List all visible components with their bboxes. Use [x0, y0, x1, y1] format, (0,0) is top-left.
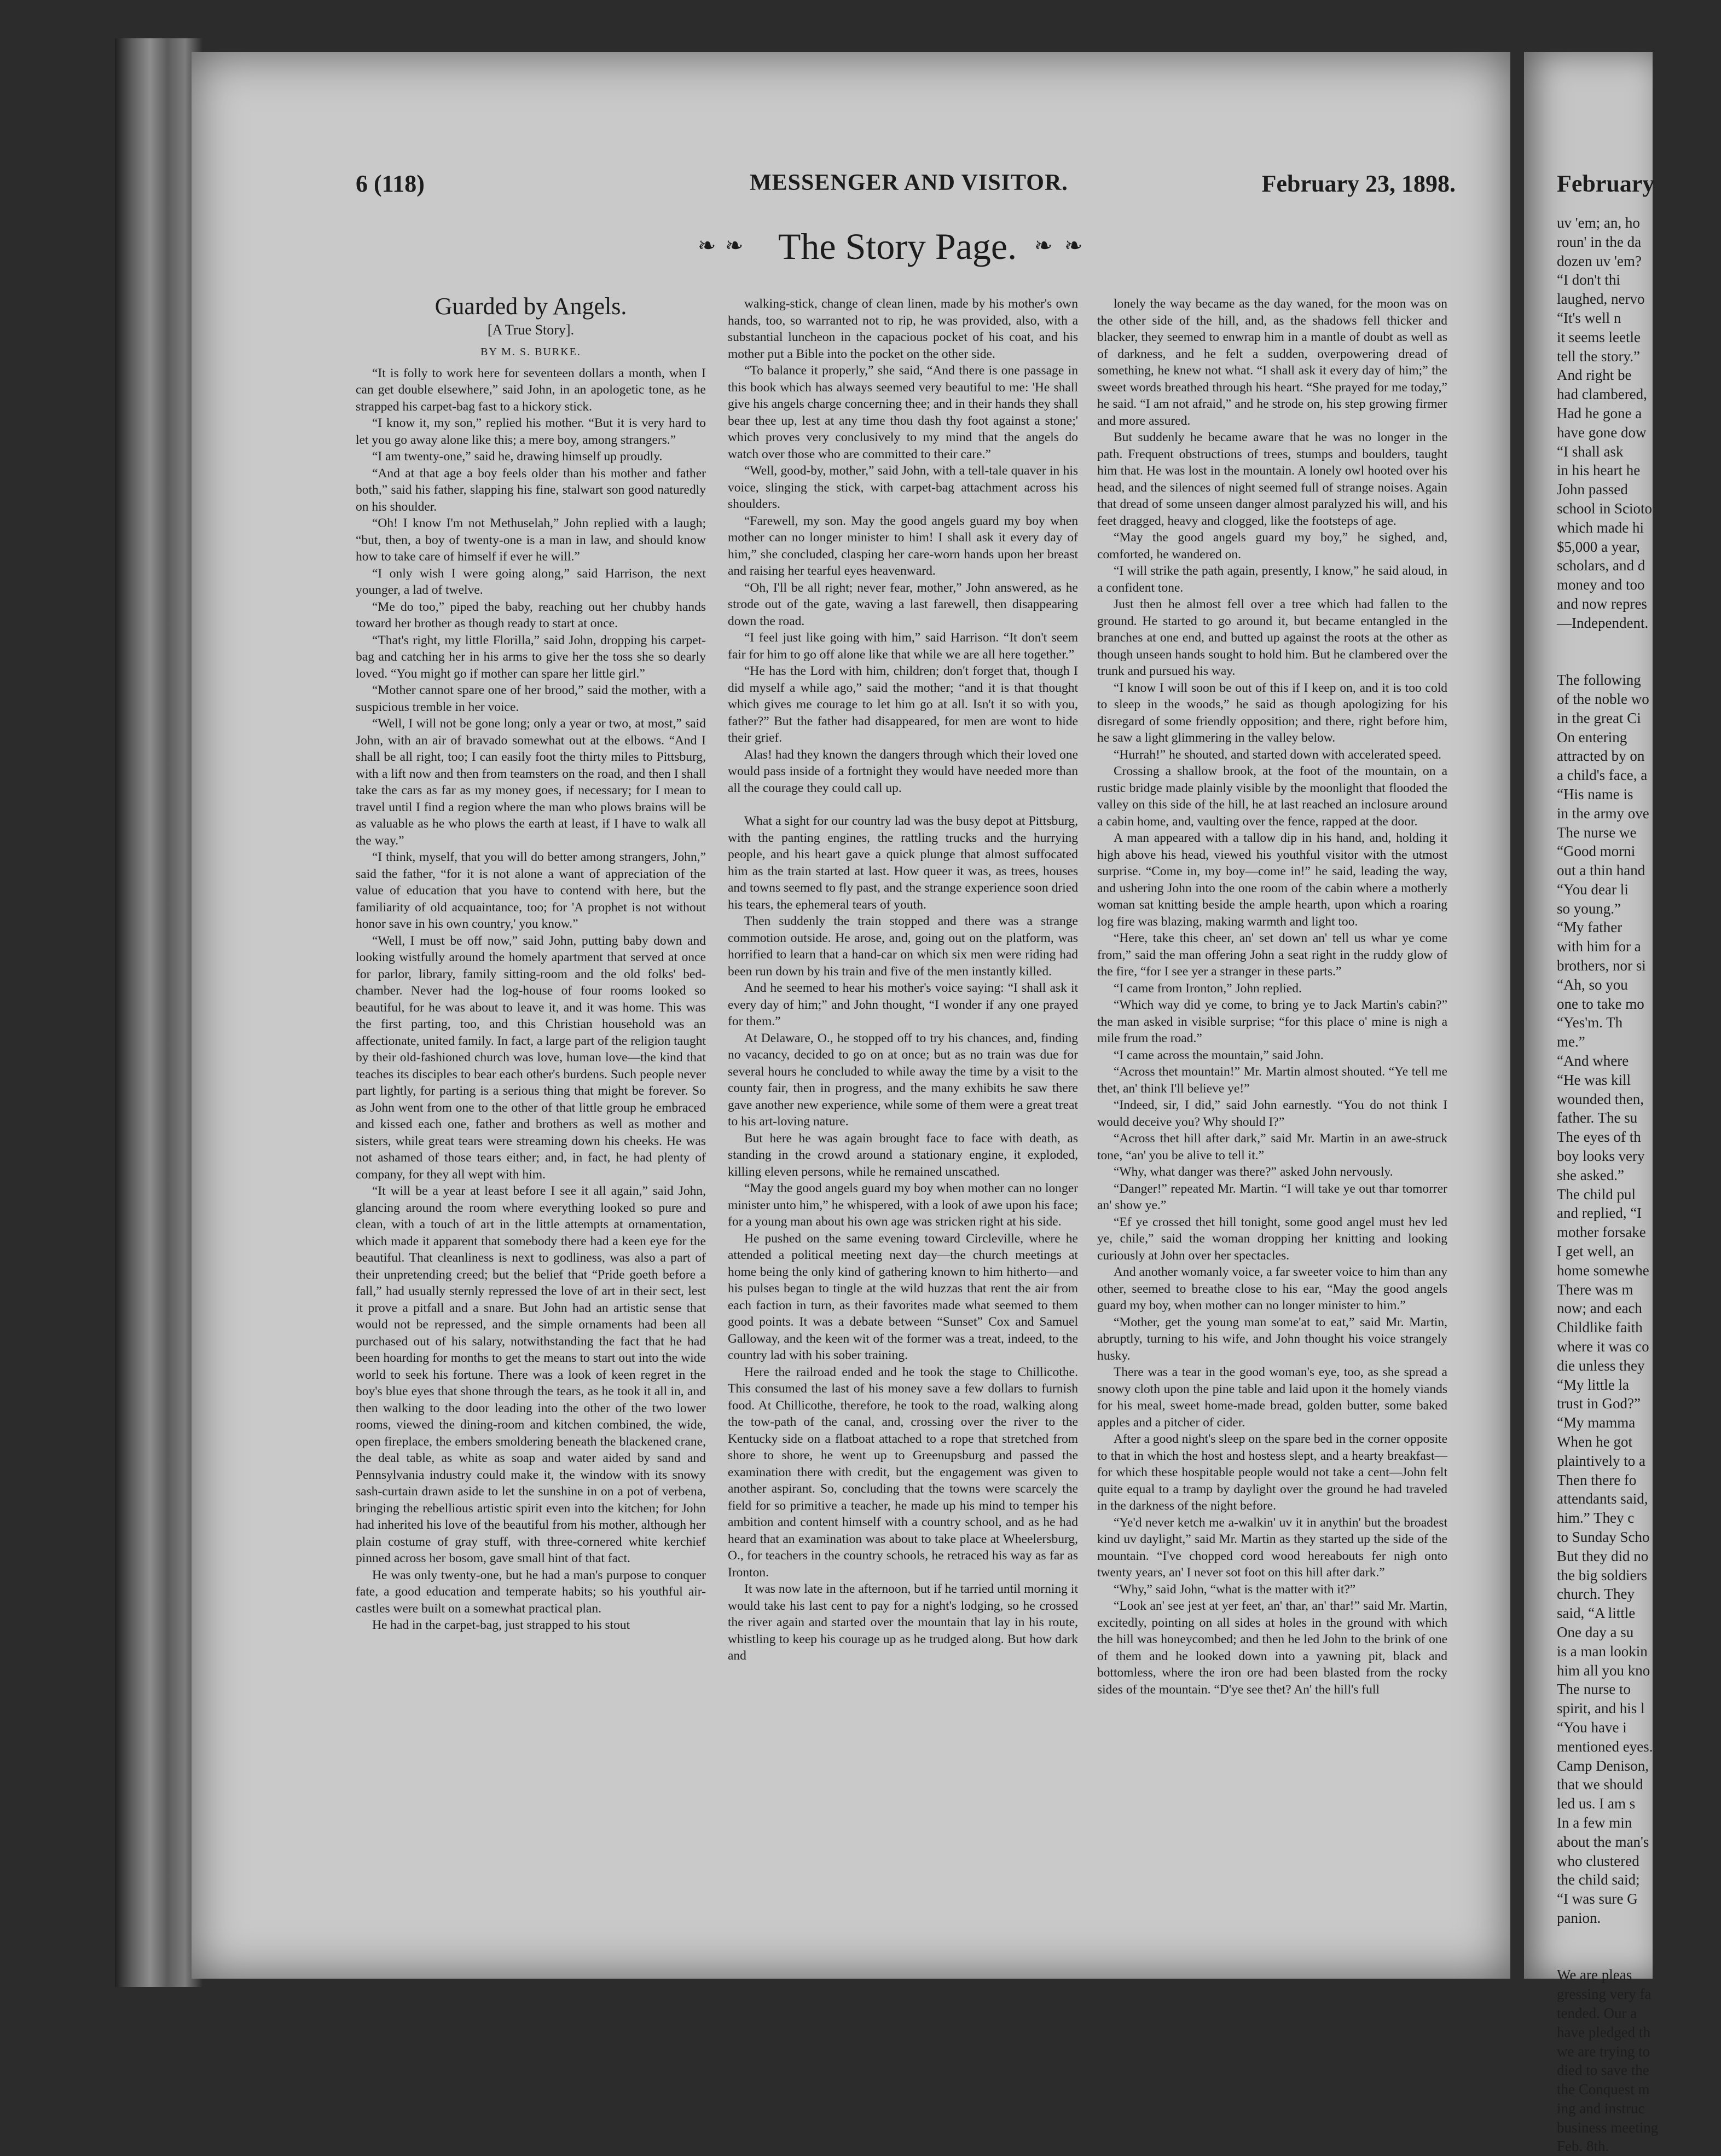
text-line: dozen uv 'em?	[1557, 252, 1642, 269]
text-line: trust in God?”	[1557, 1395, 1641, 1412]
paragraph: “Hurrah!” he shouted, and started down with accelerated speed.	[1114, 747, 1441, 762]
paragraph: “Across thet mountain!” Mr. Martin almost shouted. “Ye tell me thet, an' think I'll believe ye!”	[1097, 1065, 1447, 1096]
article-subtitle: [A True Story].	[487, 321, 575, 338]
text-line: Camp Denison,	[1557, 1757, 1649, 1774]
publication-title: MESSENGER AND VISITOR.	[750, 170, 1068, 195]
text-line: Childlike faith	[1557, 1319, 1643, 1336]
text-column-3	[1097, 296, 1447, 1698]
adjacent-page-header: February	[1557, 170, 1655, 197]
paragraph: walking-stick, change of clean linen, made by his mother's own hands, too, so warranted not to rip, he was provided, also, with a substantial luncheon in the capacious pocket of his coat, and his mother put a Bible into the pocket on the other side.	[728, 297, 1078, 361]
ornament-icon: ❧	[1064, 233, 1083, 258]
text-line: “Ah, so you	[1557, 976, 1628, 993]
text-line: a child's face, a	[1557, 767, 1648, 784]
text-line: “And where	[1557, 1053, 1629, 1070]
paragraph: He was only twenty-one, but he had a man's purpose to conquer fate, a good education and temperate habits; so his youthful air-castles were built on a somewhat practical plan.	[356, 1568, 706, 1616]
text-line: business meeting	[1557, 2119, 1659, 2136]
paragraph: “Oh, I'll be all right; never fear, mother,” John answered, as he strode out of the gate, waving a last farewell, then disappearing down the road.	[728, 580, 1078, 628]
text-line: to Sunday Scho	[1557, 1528, 1650, 1545]
text-line: said, “A little	[1557, 1605, 1636, 1622]
text-line: One day a su	[1557, 1623, 1634, 1640]
text-line: it seems leetle	[1557, 328, 1641, 345]
paragraph: “Mother, get the young man some'at to eat,” said Mr. Martin, abruptly, turning to his wife, and John thought his voice strangely husky.	[1097, 1315, 1447, 1363]
text-line: now; and each	[1557, 1300, 1642, 1317]
article-byline: BY M. S. BURKE.	[480, 346, 581, 358]
text-line: “You have i	[1557, 1719, 1627, 1736]
text-line: led us. I am s	[1557, 1795, 1636, 1812]
text-line: Had he gone a	[1557, 404, 1642, 421]
text-line: laughed, nervo	[1557, 291, 1645, 308]
section-title: The Story Page.	[778, 226, 1017, 267]
text-line: uv 'em; an, ho	[1557, 215, 1640, 231]
text-line: which made hi	[1557, 519, 1644, 536]
text-line	[1557, 1928, 1721, 1947]
page-number: 6 (118)	[356, 170, 425, 197]
text-line	[1557, 1947, 1721, 1966]
text-line: who clustered	[1557, 1852, 1639, 1869]
paragraph: It was now late in the afternoon, but if he tarried until morning it would take his last cent to pay for a night's lodging, so he crossed the river again and started over the mountain that lay in his route, whistling to keep his courage up as he trudged along. But how dark and	[728, 1582, 1078, 1663]
text-line: attracted by on	[1557, 748, 1645, 765]
paragraph: “Ef ye crossed thet hill tonight, some good angel must hev led ye, chile,” said the woman dropping her knitting and looking curiously at John over her spectacles.	[1097, 1215, 1447, 1263]
paragraph: Alas! had they known the dangers through which their loved one would pass inside of a fortnight they would have needed more than all the courage they could call up.	[728, 747, 1078, 795]
text-line: There was m	[1557, 1281, 1633, 1298]
text-column-2	[728, 296, 1078, 1664]
paragraph: “Look an' see jest at yer feet, an' thar, an' thar!” said Mr. Martin, excitedly, pointing on all sides at holes in the ground with which the hill was honeycombed; and then he led John to the brink of one of them and he looked down into a yawning pit, black and bottomless, where the iron ore had been blasted from the rocky sides of the mountain. “D'ye see thet? An' the hill's full	[1097, 1599, 1447, 1697]
text-line: I get well, an	[1557, 1243, 1634, 1260]
text-line: “I was sure G	[1557, 1891, 1638, 1908]
text-line: “His name is	[1557, 785, 1633, 802]
paragraph: Crossing a shallow brook, at the foot of the mountain, on a rustic bridge made plainly visible by the moonlight that flooded the valley on this side of the hill, he at last reached an inclosure around a cabin home, and, vaulting over the fence, rapped at the door.	[1097, 764, 1447, 829]
text-line: tell the story.”	[1557, 348, 1640, 365]
text-line: wounded then,	[1557, 1090, 1644, 1107]
paragraph: “May the good angels guard my boy when mother can no longer minister unto him,” he whispered, with a look of awe upon his face; for a young man about his own age was stricken right at his side.	[728, 1181, 1078, 1229]
paragraph: “It will be a year at least before I see it all again,” said John, glancing around the room where everything looked so pure and clean, with a touch of art in the little attempts at ornamentation, which made it apparent that somebody there had a keen eye for the beautiful. That cleanliness is next to godliness, was also a part of their unpretending creed; but the belief that “Pride goeth before a fall,” had usually sternly repressed the love of art in their sect, lest it prove a pitfall and a snare. But John had an artistic sense that would not be repressed, and the simple ornaments had been all purchased out of his salary, notwithstanding the fact that he had been hoarding for months to get the means to start out into the wide world to seek his fortune. There was a look of keen regret in the boy's blue eyes that shone through the tears, as he took it all in, and then walking to the door leading into the other of the two lower rooms, viewed the dining-room and kitchen combined, the wide, open fireplace, the embers smoldering beneath the blackened crane, the deal table, as white as soap and water aided by sand and Pennsylvania industry could make it, the window with its snowy sash-curtain drawn aside to let the sunshine in on a pot of verbena, bringing the rebellious artistic spirit even into the kitchen; for John had inherited his love of the beautiful from his mother, although her plain costume of gray stuff, with three-cornered white kerchief pinned across her bosom, gave small hint of that fact.	[356, 1184, 706, 1565]
text-line: “My little la	[1557, 1376, 1629, 1393]
text-line: tended. Our a	[1557, 2004, 1637, 2021]
paragraph: “I only wish I were going along,” said Harrison, the next younger, a lad of twelve.	[356, 566, 706, 597]
text-line: died to save the	[1557, 2062, 1649, 2079]
paragraph: “Which way did ye come, to bring ye to Jack Martin's cabin?” the man asked in visible surprise; “for this place o' mine is nigh a mile frum the road.”	[1097, 998, 1447, 1045]
text-line: home somewhe	[1557, 1262, 1649, 1279]
book-binding	[115, 38, 202, 1987]
text-line: so young.”	[1557, 900, 1621, 917]
paragraph: “Farewell, my son. May the good angels guard my boy when mother can no longer minister to him! I shall ask it every day of him,” she concluded, clasping her care-worn hands upon her breast and raising her tearful eyes heavenward.	[728, 513, 1078, 578]
text-line: father. The su	[1557, 1109, 1638, 1126]
text-line: me.”	[1557, 1033, 1585, 1050]
article-title: Guarded by Angels.	[434, 293, 627, 320]
text-line: roun' in the da	[1557, 233, 1642, 250]
text-line: the child said;	[1557, 1871, 1640, 1888]
adjacent-page-text	[1557, 213, 1721, 2156]
paragraph: “I know it, my son,” replied his mother. “But it is very hard to let you go away alone like this; a mere boy, among strangers.”	[356, 416, 706, 447]
column-2-body-part-1	[728, 296, 1078, 796]
text-line: that we should	[1557, 1776, 1643, 1793]
text-line: “He was kill	[1557, 1071, 1631, 1088]
text-line: him all you kno	[1557, 1662, 1650, 1679]
paragraph: “I will strike the path again, presently, I know,” he said aloud, in a confident tone.	[1097, 564, 1447, 595]
paragraph: At Delaware, O., he stopped off to try his chances, and, finding no vacancy, decided to go on at once; but as no train was due for several hours he concluded to while away the time by a visit to the county fair, then in progress, and the many exhibits he saw there gave another new experience, while some of them were a great treat to his art-loving nature.	[728, 1031, 1078, 1129]
paragraph: He pushed on the same evening toward Circleville, where he attended a political meeting next day—the church meetings at home being the only kind of gathering known to him hitherto—and his pulses began to tingle at the wild huzzas that rent the air from each faction in turn, as their favorites made what seemed to them good points. It was a debate between “Sunset” Cox and Samuel Galloway, and the keen wit of the former was a treat, indeed, to the country lad with his sober training.	[728, 1231, 1078, 1362]
text-line: “I don't thi	[1557, 271, 1620, 288]
text-line: $5,000 a year,	[1557, 538, 1640, 555]
text-line: about the man's	[1557, 1833, 1649, 1850]
paragraph: And another womanly voice, a far sweeter voice to him than any other, seemed to breathe close to his ear, “May the good angels guard my boy, when mother can no longer minister to him.”	[1097, 1265, 1447, 1313]
text-line: On entering	[1557, 729, 1627, 745]
text-line: But they did no	[1557, 1547, 1649, 1564]
text-line: “It's well n	[1557, 309, 1621, 326]
paragraph: “I am twenty-one,” said he, drawing himself up proudly.	[372, 449, 663, 464]
paragraph: “Well, good-by, mother,” said John, with a tell-tale quaver in his voice, slinging the stick, with carpet-bag attachment across his shoulders.	[728, 464, 1078, 511]
text-line: And right be	[1557, 367, 1632, 384]
paragraph: But suddenly he became aware that he was no longer in the path. Frequent obstructions of trees, stumps and boulders, taught him that. He was lost in the mountain. A lonely owl hooted over his head, and the silences of night seemed full of strange noises. Again that dread of some unseen danger almost paralyzed his will, and his feet dragged, heavy and clogged, like the footsteps of age.	[1097, 430, 1447, 528]
issue-date: February 23, 1898.	[1261, 170, 1456, 197]
ornament-icon: ❧	[1034, 233, 1053, 258]
text-line: The eyes of th	[1557, 1129, 1641, 1146]
text-line: panion.	[1557, 1909, 1601, 1926]
paragraph: “I came across the mountain,” said John.	[1114, 1048, 1324, 1062]
text-column-1	[356, 287, 706, 1634]
text-line: We are pleas	[1557, 1967, 1632, 1984]
text-line	[1557, 633, 1721, 652]
text-line: brothers, nor si	[1557, 957, 1646, 974]
text-line: “Good morni	[1557, 843, 1636, 860]
text-line: school in Scioto	[1557, 500, 1652, 517]
paragraph: And he seemed to hear his mother's voice saying: “I shall ask it every day of him;” and John thought, “I wonder if any one prayed for them.”	[728, 981, 1078, 1028]
paragraph: “I feel just like going with him,” said Harrison. “It don't seem fair for him to go off alone like that while we are all here together.”	[728, 631, 1078, 662]
paragraph: “I think, myself, that you will do better among strangers, John,” said the father, “for it is not alone a want of appreciation of the value of education that you have to contend with here, but the familiarity of old acquaintance, too; for 'A prophet is not without honor save in his own country,' you know.”	[356, 850, 706, 931]
paragraph: What a sight for our country lad was the busy depot at Pittsburg, with the panting engines, the rattling trucks and the hurrying people, and his heart gave a quick plunge that almost suffocated him as the train started at last. How queer it was, as trees, houses and towns seemed to fly past, and the strange experience soon dried his tears, the ephemeral tears of youth.	[728, 814, 1078, 912]
ornament-icon: ❧	[698, 233, 716, 258]
text-line: mentioned eyes.	[1557, 1738, 1653, 1755]
text-line: in his heart he	[1557, 462, 1641, 479]
text-line: plaintively to a	[1557, 1452, 1645, 1469]
text-line: spirit, and his l	[1557, 1700, 1645, 1717]
text-line: is a man lookin	[1557, 1643, 1648, 1660]
paragraph: “Well, I must be off now,” said John, putting baby down and looking wistfully around the homely apartment that served at once for parlor, library, family sitting-room and the old folks' bed-chamber. Never had the log-house of four rooms looked so beautiful, for he was about to leave it, and it was home. This was the first parting, too, and this Christian household was an affectionate, united family. In fact, a large part of the religion taught by their old-fashioned church was love, human love—the kind that teaches its disciples to bear each other's burdens. Such people never part lightly, for parting is a serious thing that might be forever. So as John went from one to the other of that little group he embraced and kissed each one, father and brothers as well as mother and sisters, while great tears were streaming down his cheeks. He was not ashamed of those tears either; and, in fact, he had plenty of company, for they all wept with him.	[356, 933, 706, 1182]
paragraph: A man appeared with a tallow dip in his hand, and, holding it high above his head, viewed his youthful visitor with the utmost surprise. “Come in, my boy—come in!” he said, leading the way, and ushering John into the one room of the cabin where a motherly woman sat knitting beside the ample hearth, upon which a roaring log fire was blazing, making warmth and light too.	[1097, 831, 1447, 929]
paragraph: Here the railroad ended and he took the stage to Chillicothe. This consumed the last of his money save a few dollars to furnish food. At Chillicothe, therefore, he took to the road, walking along the tow-path of the canal, and, crossing over the river to the Kentucky side on a flatboat attached to a rope that stretched from shore to shore, he went up to Greenupsburg and passed the examination there with credit, but the engagement was given to another aspirant. So, concluding that the towns were scarcely the field for so primitive a teacher, he made up his mind to temper his ambition and content himself with a country school, and as he had heard that an examination was about to take place at Wheelersburg, O., for teachers in the country schools, he retraced his way as far as Ironton.	[728, 1365, 1078, 1580]
text-line: where it was co	[1557, 1338, 1649, 1355]
paragraph: “Across thet hill after dark,” said Mr. Martin in an awe-struck tone, “an' you be alive to tell it.”	[1097, 1131, 1447, 1163]
paragraph: “Well, I will not be gone long; only a year or two, at most,” said John, with an air of bravado somewhat out at the elbows. “And I shall be all right, too; I can easily foot the thirty miles to Pittsburg, with a lift now and then from teamsters on the road, and then I shall take the cars as far as my money goes, if necessary; for I mean to travel until I find a region where the man who plows brains will be as valuable as he who plows the earth at least, if I have to walk all the way.”	[356, 716, 706, 848]
text-line: the Conquest m	[1557, 2081, 1650, 2098]
text-line: In a few min	[1557, 1814, 1632, 1831]
text-line: die unless they	[1557, 1357, 1645, 1374]
text-line: boy looks very	[1557, 1148, 1645, 1165]
text-line: and now repres	[1557, 595, 1647, 612]
text-line: with him for a	[1557, 938, 1641, 955]
paragraph: “Indeed, sir, I did,” said John earnestly. “You do not think I would deceive you? Why should I?”	[1097, 1098, 1447, 1129]
text-line: had clambered,	[1557, 386, 1647, 403]
paragraph: “Oh! I know I'm not Methuselah,” John replied with a laugh; “but, then, a boy of twenty-one is a man in law, and should know how to take care of himself if ever he will.”	[356, 516, 706, 564]
text-line: and replied, “I	[1557, 1205, 1642, 1222]
text-line: “My mamma	[1557, 1414, 1636, 1431]
paragraph: lonely the way became as the day waned, for the moon was on the other side of the hill, and, as the shadows fell thicker and blacker, they seemed to enwrap him in a mantle of doubt as well as of darkness, and he felt a sudden, overpowering dread of something, he knew not what. “I shall ask it every day of him;” the sweet words breathed through his heart. “She prayed for me today,” he said. “I am not afraid,” and he strode on, his step growing firmer and more assured.	[1097, 297, 1447, 428]
paragraph: “May the good angels guard my boy,” he sighed, and, comforted, he wandered on.	[1097, 530, 1447, 562]
text-line: “My father	[1557, 919, 1623, 936]
text-line: “Yes'm. Th	[1557, 1014, 1623, 1031]
text-line: have pledged th	[1557, 2024, 1650, 2041]
text-line: him.” They c	[1557, 1510, 1635, 1527]
paragraph: “It is folly to work here for seventeen dollars a month, when I can get double elsewhere,” said John, in an apologetic tone, as he strapped his carpet-bag fast to a hickory stick.	[356, 366, 706, 414]
paragraph: “Ye'd never ketch me a-walkin' uv it in anythin' but the broadest kind uv daylight,” said Mr. Martin as they started up the side of the mountain. “I've chopped cord wood hereabouts fer nigh onto twenty years, an' I never sot foot on this hill after dark.”	[1097, 1515, 1447, 1580]
text-line: attendants said,	[1557, 1490, 1648, 1507]
paragraph: “That's right, my little Florilla,” said John, dropping his carpet-bag and catching her in his arms to give her the toss she so dearly loved. “You might go if mother can spare her little girl.”	[356, 633, 706, 681]
text-line: The following	[1557, 672, 1641, 689]
text-line: one to take mo	[1557, 995, 1644, 1012]
text-line: Feb. 8th.	[1557, 2138, 1609, 2155]
column-1-body	[356, 365, 706, 1634]
paragraph: He had in the carpet-bag, just strapped to his stout	[372, 1618, 630, 1632]
paragraph: “Here, take this cheer, an' set down an' tell us whar ye come from,” said the man offering John a seat right in the ruddy glow of the fire, “for I see yer a stranger in these parts.”	[1097, 931, 1447, 979]
text-line: “I shall ask	[1557, 443, 1624, 460]
text-line: The nurse to	[1557, 1681, 1631, 1698]
paragraph: “Why, what danger was there?” asked John nervously.	[1114, 1165, 1393, 1179]
column-2-body-part-2	[728, 813, 1078, 1664]
text-line: The nurse we	[1557, 824, 1637, 841]
text-line: scholars, and d	[1557, 557, 1645, 574]
paragraph: “Danger!” repeated Mr. Martin. “I will take ye out thar tomorrer an' show ye.”	[1097, 1181, 1447, 1212]
paragraph: “He has the Lord with him, children; don't forget that, though I did myself a while ago,” said the mother; “and it is that thought which gives me courage to let him go at all. Isn't it so with you, father?” But the father had disappeared, for men are wont to hide their grief.	[728, 664, 1078, 745]
paragraph: After a good night's sleep on the spare bed in the corner opposite to that in which the host and hostess slept, and a hearty breakfast—for which these hospitable people would not take a cent—John felt quite equal to a tramp by daylight over the ground he had traveled in the darkness of the night before.	[1097, 1432, 1447, 1513]
text-line: out a thin hand	[1557, 862, 1645, 879]
text-line: in the great Ci	[1557, 709, 1641, 726]
adjacent-page-fragment	[1524, 52, 1659, 2155]
text-line: of the noble wo	[1557, 690, 1649, 707]
ornament-icon: ❧	[725, 233, 744, 258]
paragraph: Just then he almost fell over a tree which had fallen to the ground. He started to go around it, but became entangled in the branches at one end, and butted up against the roots at the other as though unseen hands sought to hold him. But he clambered over the trunk and pursued his way.	[1097, 597, 1447, 678]
text-line: The child pul	[1557, 1186, 1636, 1203]
paragraph: “I know I will soon be out of this if I keep on, and it is too cold to sleep in the woods,” he said as though apologizing for his disregard of some friendly opposition; and there, right before him, he saw a light glimmering in the valley below.	[1097, 680, 1447, 745]
text-line: she asked.”	[1557, 1166, 1624, 1183]
paragraph: “I came from Ironton,” John replied.	[1114, 981, 1302, 996]
text-line: When he got	[1557, 1434, 1632, 1450]
paragraph: “Mother cannot spare one of her brood,” said the mother, with a suspicious tremble in her voice.	[356, 683, 706, 714]
paragraph: There was a tear in the good woman's eye, too, as she spread a snowy cloth upon the pine table and laid upon it the homely viands for his meal, sweet home-made bread, golden butter, some baked apples and a pitcher of cider.	[1097, 1365, 1447, 1430]
paragraph: “To balance it properly,” she said, “And there is one passage in this book which has always seemed very beautiful to me: 'He shall give his angels charge concerning thee; and in their hands they shall bear thee up, lest at any time thou dash thy foot against a stone;' which proves very conclusively to my mind that the angels do watch over those who are committed to their care.”	[728, 363, 1078, 461]
paragraph: But here he was again brought face to face with death, as standing in the crowd around a stationary engine, it exploded, killing eleven persons, while he remained unscathed.	[728, 1131, 1078, 1179]
text-line: have gone dow	[1557, 424, 1647, 441]
text-line: in the army ove	[1557, 805, 1649, 822]
page-header	[356, 170, 1456, 203]
section-break	[728, 796, 1078, 813]
text-line: “You dear li	[1557, 881, 1629, 898]
text-line: John passed	[1557, 481, 1628, 498]
text-line: gressing very fa	[1557, 1986, 1652, 2003]
paragraph: “And at that age a boy feels older than his mother and father both,” said his father, slapping his fine, stalwart son good naturedly on his shoulder.	[356, 466, 706, 514]
text-line: —Independent.	[1557, 614, 1649, 631]
text-line: Then there fo	[1557, 1471, 1637, 1488]
paragraph: “Why,” said John, “what is the matter with it?”	[1114, 1582, 1356, 1597]
text-line	[1557, 651, 1721, 671]
text-line: church. They	[1557, 1586, 1635, 1603]
text-line: ing and instruc	[1557, 2100, 1645, 2117]
text-line: we are trying to	[1557, 2043, 1650, 2060]
text-line: the big soldiers	[1557, 1567, 1647, 1583]
column-3-body	[1097, 296, 1447, 1698]
text-line: money and too	[1557, 576, 1645, 593]
text-line: mother forsake	[1557, 1224, 1646, 1241]
paragraph: Then suddenly the train stopped and there was a strange commotion outside. He arose, and, going out on the platform, was horrified to learn that a hand-car on which six men were riding had been run down by his train and five of the men instantly killed.	[728, 914, 1078, 979]
paragraph: “Me do too,” piped the baby, reaching out her chubby hands toward her brother as though ready to start at once.	[356, 599, 706, 631]
